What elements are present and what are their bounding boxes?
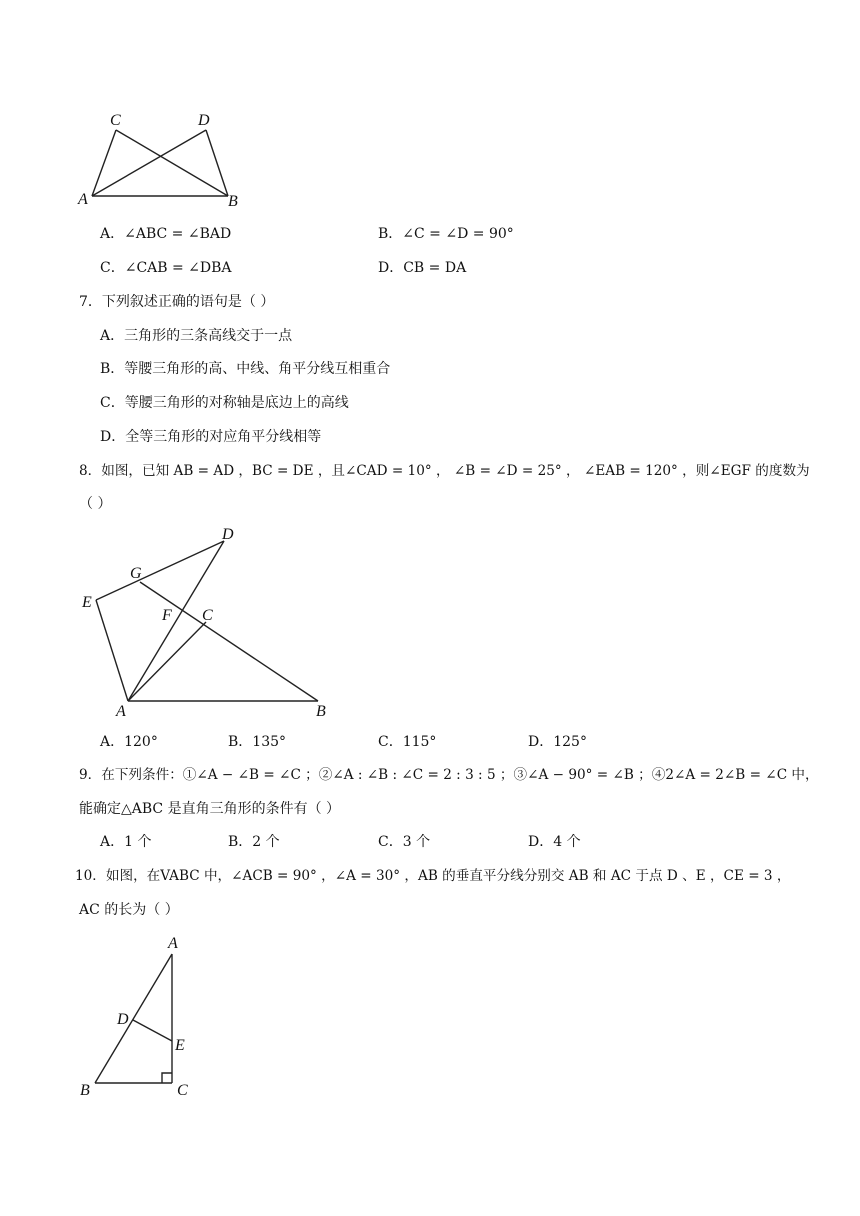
q6-option-a: A．∠ABC = ∠BAD: [100, 226, 232, 242]
q8-option-a: A．120°: [100, 734, 158, 750]
q10-stem-line2: AC 的长为（ ）: [79, 902, 179, 918]
q10-label-E: E: [175, 1037, 185, 1054]
q9-option-a: A．1 个: [100, 834, 152, 850]
q10-label-A: A: [168, 935, 178, 952]
q6-label-A: A: [78, 191, 88, 208]
q6-option-b: B．∠C = ∠D = 90°: [378, 226, 514, 242]
q6-label-B: B: [228, 193, 238, 210]
q7-option-b: B．等腰三角形的高、中线、角平分线互相重合: [100, 361, 391, 377]
q10-label-D: D: [117, 1011, 129, 1028]
q9-option-c: C．3 个: [378, 834, 431, 850]
q7-stem: 7．下列叙述正确的语句是（ ）: [79, 294, 275, 310]
q8-option-c: C．115°: [378, 734, 437, 750]
q8-label-A: A: [116, 703, 126, 720]
q6-option-d: D．CB = DA: [378, 260, 467, 276]
q10-label-B: B: [80, 1082, 90, 1099]
q6-option-c: C．∠CAB = ∠DBA: [100, 260, 232, 276]
q10-figure-lines: [95, 954, 172, 1083]
q8-label-G: G: [130, 565, 142, 582]
q8-label-D: D: [222, 526, 234, 543]
q7-option-a: A．三角形的三条高线交于一点: [100, 328, 293, 344]
q9-option-b: B．2 个: [228, 834, 280, 850]
q8-stem-line1: 8．如图，已知 AB = AD ，BC = DE ，且∠CAD = 10° ， ∠B = ∠D = 25° ， ∠EAB = 120° ，则∠EGF 的度数为: [79, 463, 810, 479]
q6-label-C: C: [110, 112, 121, 129]
q9-stem-line2: 能确定△ABC 是直角三角形的条件有（ ）: [79, 801, 341, 817]
q6-label-D: D: [198, 112, 210, 129]
q7-option-c: C．等腰三角形的对称轴是底边上的高线: [100, 395, 349, 411]
q9-option-d: D．4 个: [528, 834, 581, 850]
q8-label-B: B: [316, 703, 326, 720]
q8-stem-line2: （ ）: [79, 496, 112, 512]
q8-option-b: B．135°: [228, 734, 287, 750]
q7-option-d: D．全等三角形的对应角平分线相等: [100, 429, 322, 445]
q8-label-F: F: [162, 607, 172, 624]
q8-option-d: D．125°: [528, 734, 587, 750]
q9-stem-line1: 9．在下列条件：①∠A − ∠B = ∠C ；②∠A : ∠B : ∠C = 2 : 3 : 5 ；③∠A − 90° = ∠B ；④2∠A = 2∠B = ∠C 中，: [79, 767, 819, 783]
q10-stem-line1: 10．如图，在VABC 中，∠ACB = 90° ，∠A = 30° ，AB 的垂直平分线分别交 AB 和 AC 于点 D 、E ，CE = 3 ，: [75, 868, 791, 884]
q10-label-C: C: [177, 1082, 188, 1099]
q8-label-C: C: [202, 607, 213, 624]
q8-label-E: E: [82, 594, 92, 611]
